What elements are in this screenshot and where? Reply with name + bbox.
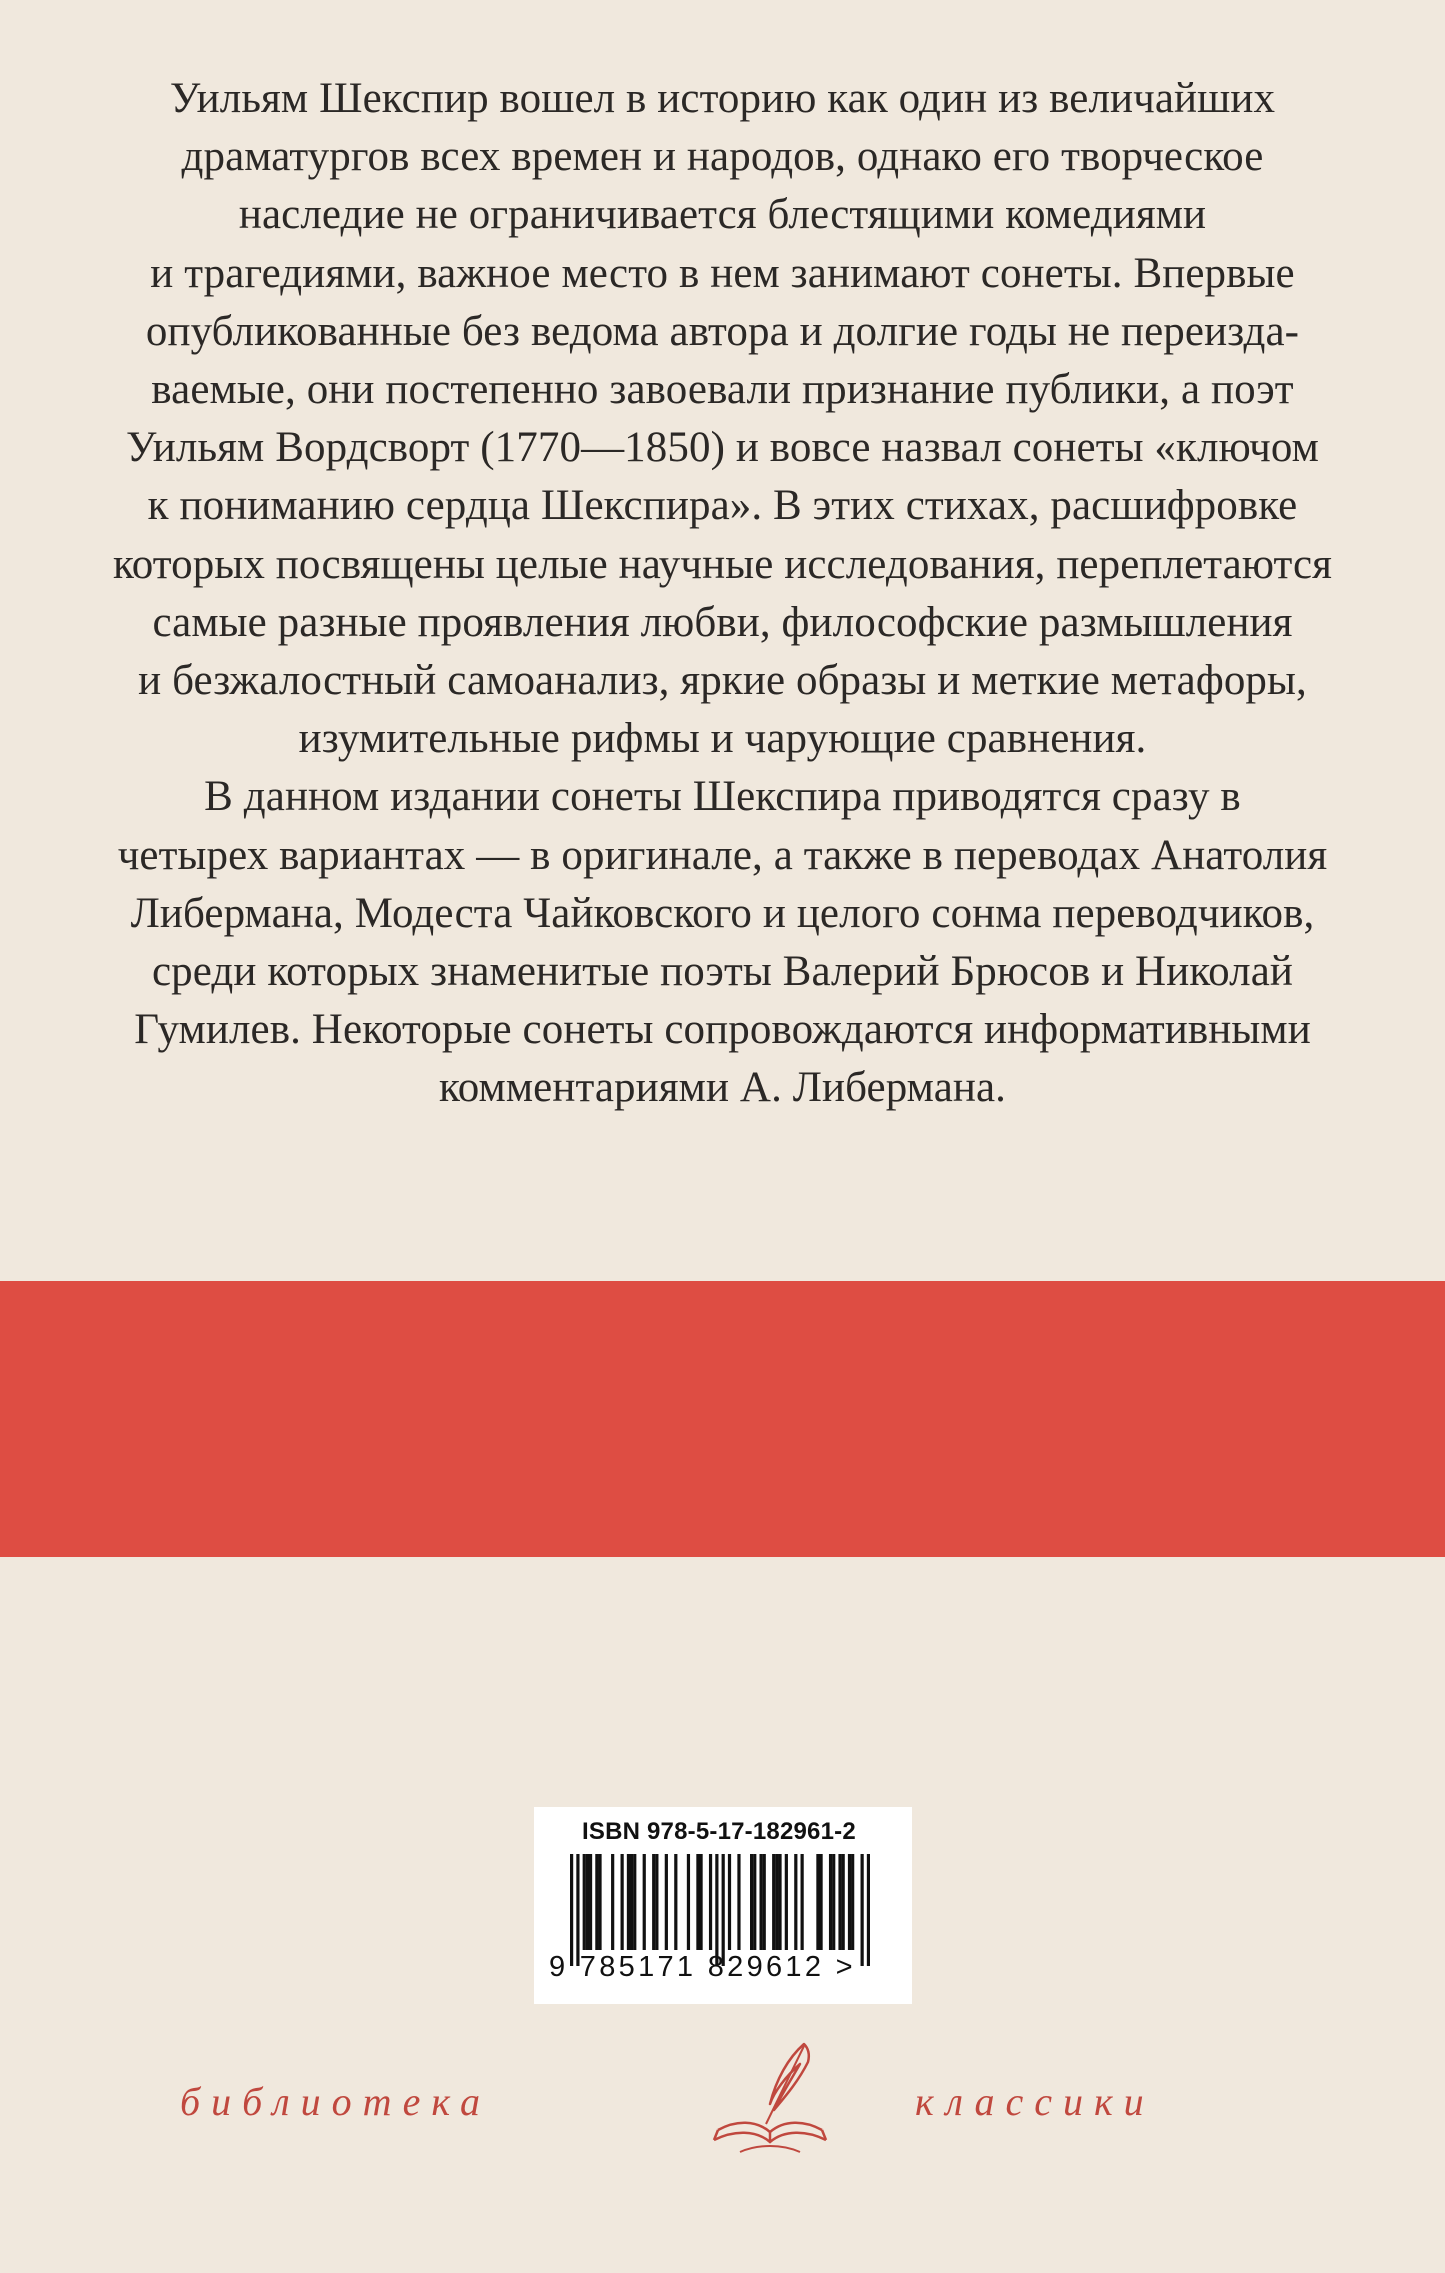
annotation-line: самые разные проявления любви, философские размышления <box>152 598 1293 646</box>
barcode-bar <box>775 1854 778 1950</box>
barcode-bar <box>643 1854 646 1950</box>
barcode-bar <box>842 1854 845 1950</box>
annotation-line: комментариями А. Либермана. <box>438 1064 1007 1112</box>
book-annotation <box>60 70 1385 1118</box>
barcode-bar <box>586 1854 589 1950</box>
barcode-bar <box>832 1854 835 1950</box>
series-name-left: библиотека <box>180 2079 492 2124</box>
barcode-bar <box>778 1854 781 1950</box>
annotation-line: В данном издании сонеты Шекспира приводятся сразу в <box>204 773 1241 821</box>
barcode-bar <box>816 1854 819 1950</box>
annotation-line: к пониманию сердца Шекспира». В этих стихах, расшифровке <box>147 482 1298 530</box>
barcode-bar <box>598 1854 601 1950</box>
barcode-bar <box>753 1854 756 1950</box>
barcode-bar <box>576 1854 579 1966</box>
annotation-line: четырех вариантах — в оригинале, а также в переводах Анатолия <box>117 831 1328 879</box>
barcode-bar <box>750 1854 753 1950</box>
barcode-bar <box>621 1854 624 1950</box>
isbn-label: ISBN 978-5-17-182961-2 <box>582 1818 856 1845</box>
barcode-bar <box>611 1854 614 1950</box>
barcode-bar <box>838 1854 841 1950</box>
barcode-bar <box>737 1854 740 1950</box>
barcode-bar <box>867 1854 870 1966</box>
annotation-line: драматургов всех времен и народов, однако его творческое <box>181 133 1264 181</box>
annotation-line: и безжалостный самоанализ, яркие образы и меткие метафоры, <box>138 657 1307 705</box>
quill-and-book-icon <box>700 2040 840 2160</box>
annotation-line: и трагедиями, важное место в нем занимают сонеты. Впервые <box>150 249 1295 297</box>
annotation-line: изумительные рифмы и чарующие сравнения. <box>298 715 1147 763</box>
barcode-bar <box>709 1854 712 1950</box>
barcode-bar <box>652 1854 655 1950</box>
barcode-bar <box>699 1854 702 1950</box>
barcode-bar <box>772 1854 775 1950</box>
annotation-line: Уильям Шекспир вошел в историю как один из величайших <box>169 75 1276 122</box>
barcode-bar <box>722 1854 725 1966</box>
barcode-bar <box>715 1854 718 1966</box>
barcode-bar <box>570 1854 573 1966</box>
decorative-red-band <box>0 1281 1445 1557</box>
barcode-bar <box>794 1854 797 1950</box>
barcode-bar <box>627 1854 630 1950</box>
barcode-bar <box>630 1854 633 1950</box>
barcode-bar <box>785 1854 788 1950</box>
barcode-bar <box>595 1854 598 1950</box>
barcode-bar <box>665 1854 668 1950</box>
annotation-line: наследие не ограничивается блестящими комедиями <box>238 191 1207 239</box>
barcode-bar <box>583 1854 586 1950</box>
barcode-bar <box>687 1854 690 1950</box>
annotation-line: Гумилев. Некоторые сонеты сопровождаются информативными <box>134 1006 1311 1054</box>
barcode-bar <box>696 1854 699 1950</box>
barcode-bar <box>655 1854 658 1950</box>
barcode-bar <box>819 1854 822 1950</box>
barcode-digits: 9 785171 829612 > <box>549 1951 856 1983</box>
barcode-bar <box>759 1854 762 1950</box>
annotation-line: которых посвящены целые научные исследования, переплетаются <box>112 540 1333 588</box>
annotation-line: среди которых знаменитые поэты Валерий Брюсов и Николай <box>151 948 1294 996</box>
barcode-bar <box>589 1854 592 1950</box>
barcode-bar <box>851 1854 854 1950</box>
barcode-bar <box>728 1854 731 1950</box>
barcode-bar <box>801 1854 804 1950</box>
annotation-line: Уильям Вордсворт (1770—1850) и вовсе назвал сонеты «ключом <box>126 424 1319 472</box>
annotation-line: ваемые, они постепенно завоевали признание публики, а поэт <box>151 366 1294 414</box>
annotation-line: Либермана, Модеста Чайковского и целого сонма переводчиков, <box>130 889 1315 937</box>
barcode-bar <box>848 1854 851 1950</box>
barcode-bar <box>861 1854 864 1966</box>
barcode-bar <box>763 1854 766 1950</box>
isbn-barcode-block <box>534 1807 912 2004</box>
barcode-bar <box>633 1854 636 1950</box>
series-name-right: классики <box>915 2079 1155 2124</box>
barcode-bar <box>829 1854 832 1950</box>
annotation-line: опубликованные без ведома автора и долгие годы не переизда- <box>145 307 1300 355</box>
barcode-bar <box>674 1854 677 1950</box>
